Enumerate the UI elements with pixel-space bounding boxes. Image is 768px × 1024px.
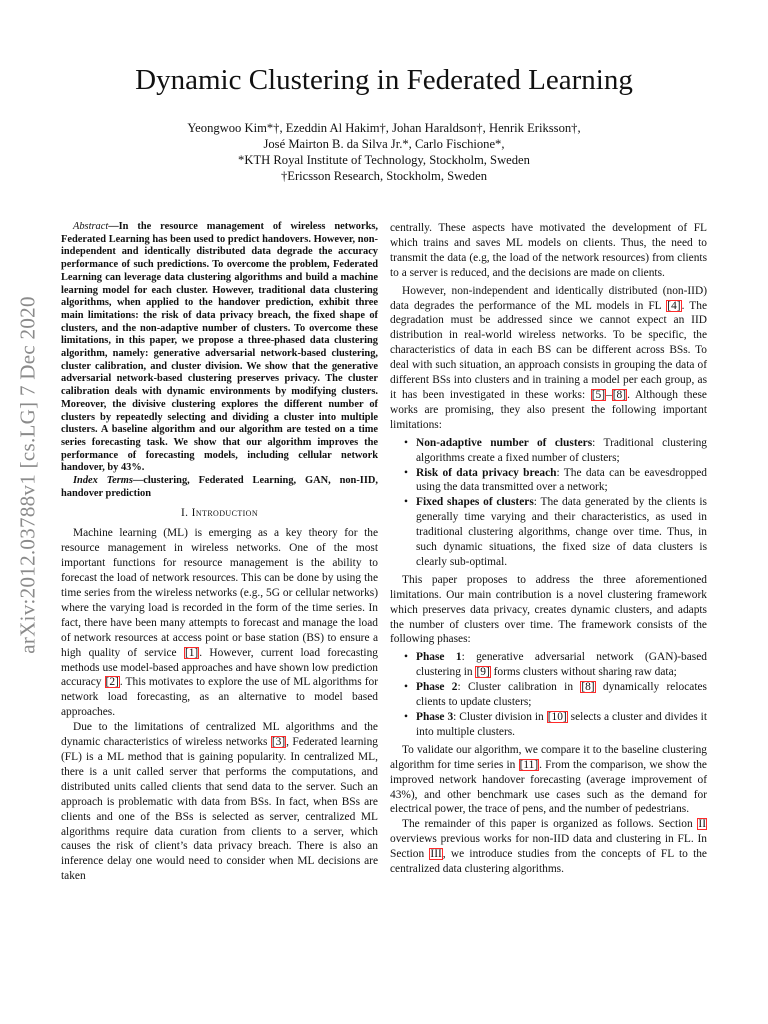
index-terms-text: clustering, Federated Learning, GAN, non-IID, handover prediction	[61, 475, 378, 499]
citation-link[interactable]: [2]	[105, 676, 119, 689]
intro-paragraph	[61, 526, 378, 720]
bullet-icon: •	[404, 651, 408, 664]
paragraph-text: To validate our algorithm, we compare it to the baseline clustering algorithm for time series in	[390, 743, 707, 771]
list-item-title: Non-adaptive number of clusters	[416, 436, 593, 449]
citation-link[interactable]: [9]	[476, 666, 490, 679]
index-terms-label: Index Terms	[73, 475, 133, 487]
list-item	[390, 650, 707, 680]
list-item	[390, 466, 707, 496]
section-link[interactable]: III	[430, 848, 442, 861]
list-item-title: Phase 3	[416, 711, 454, 723]
author-line: José Mairton B. da Silva Jr.*, Carlo Fischione*,	[263, 137, 505, 151]
paragraph-text: . This motivates to explore the use of ML algorithms for network load forecasting, as an alternative to model based approaches.	[61, 676, 379, 719]
paragraph-text: Machine learning (ML) is emerging as a key theory for the resource management in wireless networks. One of the most important functions for resource management is the ability to forecast the load of network resources. This can be done by using the time series from the wireless networks (e.g., 5G or cellular networks) where the varying load is recorded in the form of the time series. In fact, there have been many attempts to forecast and manage the load of network resources at access point or base station (BS) to ensure a high quality of service	[61, 527, 378, 659]
citation-link[interactable]: [8]	[612, 388, 627, 401]
paragraph-text: , Federated learning (FL) is a ML method that is gaining popularity. In centralized ML, there is a unit called server that performs the computations, and distributed units called clients that send data to the server. Such an approach is problematic with data from BSs. In fact, when BSs are clients and one of the BSs is selected as server, centralized ML algorithms require data curation from clients to a server, which causes the risk of client’s data privacy breach. There is also an inference delay one would need to consider when ML decisions are taken	[61, 736, 378, 883]
left-column	[61, 221, 378, 884]
intro-paragraph	[390, 284, 707, 433]
citation-link[interactable]: [8]	[581, 681, 595, 694]
right-column	[390, 221, 707, 877]
intro-paragraph: centrally. These aspects have motivated the development of FL which trains and saves ML models on clients. Thus, the need to transmit the data (e.g, the load of the network resources) from clients to a server is reduced, and the decisions are made on clients.	[390, 222, 707, 279]
citation-link[interactable]: [10]	[547, 711, 567, 723]
paragraph-text: . However, current load forecasting methods use model-based approaches and have shown low prediction accuracy	[61, 646, 378, 689]
list-item	[390, 680, 707, 710]
abstract-label: Abstract	[73, 221, 109, 232]
range-dash: –	[606, 388, 612, 401]
intro-paragraph	[61, 720, 378, 884]
list-item	[390, 436, 707, 466]
list-item-text: : Cluster calibration in	[457, 681, 581, 694]
index-terms	[61, 475, 378, 500]
list-item-text: forms clusters without sharing raw data;	[490, 666, 677, 679]
bullet-icon: •	[404, 711, 408, 723]
list-item-text: : Cluster division in	[453, 711, 547, 723]
list-item-text: selects a cluster and divides it into multiple clusters.	[416, 711, 707, 738]
citation-link[interactable]: [3]	[271, 736, 286, 749]
bullet-icon: •	[404, 496, 408, 509]
bullet-icon: •	[404, 436, 408, 449]
abstract	[61, 221, 378, 475]
limitations-list	[390, 436, 707, 570]
paragraph-text: The remainder of this paper is organized as follows. Section	[402, 818, 698, 831]
author-line: Yeongwoo Kim*†, Ezeddin Al Hakim†, Johan Haraldson†, Henrik Eriksson†,	[187, 121, 581, 135]
phases-list	[390, 650, 707, 739]
bullet-icon: •	[404, 466, 408, 479]
paragraph-text: . Although these works are promising, they also present the following important limitations:	[390, 388, 707, 431]
citation-link[interactable]: [11]	[519, 758, 539, 771]
abstract-dash: —	[108, 221, 119, 232]
bullet-icon: •	[404, 681, 408, 694]
paragraph-text: However, non-independent and identically distributed (non-IID) data degrades the performance of the ML models in FL	[390, 284, 707, 312]
citation-link[interactable]: [5]	[591, 388, 606, 401]
section-link[interactable]: II	[698, 818, 706, 831]
citation-link[interactable]: [1]	[184, 646, 199, 659]
paper-title: Dynamic Clustering in Federated Learning	[135, 64, 633, 96]
section-title: Introduction	[191, 507, 259, 520]
list-item-title: Phase 1	[416, 651, 462, 664]
author-block	[0, 120, 768, 184]
list-item-title: Fixed shapes of clusters	[416, 496, 534, 509]
abstract-text: In the resource management of wireless networks, Federated Learning has been used to predict handovers. However, non-independent and identically distributed data degrade the accuracy performance of such predictions. To overcome the problem, Federated Learning can leverage data clustering algorithms and build a machine learning model for each cluster. However, traditional data clustering algorithms, when applied to the handover prediction, exhibit three main limitations: the risk of data privacy breach, the fixed shape of clusters, and the non-adaptive number of clusters. To overcome these limitations, in this paper, we propose a three-phased data clustering algorithm, namely: generative adversarial network-based clustering, cluster calibration, and cluster division. We show that the generative adversarial network-based clustering preserves privacy. The cluster calibration deals with dynamic environments by modifying clusters. Moreover, the divisive clustering explores the different number of clusters by repeatedly selecting and dividing a cluster into multiple clusters. A baseline algorithm and our algorithm are tested on a time series forecasting task. We show that our algorithm improves the performance of forecasting models, including cellular network handover, by 43%.	[61, 221, 378, 474]
list-item	[390, 495, 707, 570]
arxiv-watermark	[12, 170, 44, 780]
paragraph-text: . The degradation must be addressed since we cannot expect an IID distribution in real-world wireless networks. To be specific, the characteristics of data in each BS can be different across BSs. To deal with such situation, an approach consists in grouping the data of different BSs into clusters and in training a model per each group, as it has been investigated in these works:	[390, 299, 707, 401]
section-number: I.	[180, 507, 192, 520]
paragraph-text: overviews previous works for non-IID data and clustering in FL. In Section	[390, 833, 707, 861]
list-item-title: Phase 2	[416, 681, 458, 694]
affiliation-line: *KTH Royal Institute of Technology, Stockholm, Sweden	[238, 153, 530, 167]
list-item-text: : The data generated by the clients is generally time varying and their characteristics, as used in traditional clustering algorithms, change over time. Thus, in such dynamic situations, the fixed size of data clusters is clearly sub-optimal.	[416, 496, 707, 568]
paragraph-text: , we introduce studies from the concepts of FL to the centralized data clustering algorithms.	[390, 848, 707, 876]
list-item-text: dynamically relocates clients to update clusters;	[416, 681, 707, 709]
list-item-title: Risk of data privacy breach	[416, 466, 557, 479]
list-item	[390, 710, 707, 740]
index-terms-dash: —	[132, 475, 144, 487]
arxiv-id: arXiv:2012.03788v1 [cs.LG] 7 Dec 2020	[15, 296, 40, 654]
intro-paragraph	[390, 817, 707, 877]
list-item-text: : Traditional clustering algorithms create a fixed number of clusters;	[416, 436, 708, 464]
section-heading	[61, 506, 378, 521]
list-item-text: : generative adversarial network (GAN)-based clustering in	[416, 651, 707, 679]
affiliation-line: †Ericsson Research, Stockholm, Sweden	[280, 169, 487, 183]
paragraph-text: . From the comparison, we show the improved network handover forecasting (average improvement of 43%), and other benchmark use cases such as the demand for electrical power, the trace of pens, and the number of pedestrians.	[390, 758, 707, 816]
list-item-text: : The data can be eavesdropped using the data transmitted over a network;	[416, 466, 707, 494]
intro-paragraph: This paper proposes to address the three aforementioned limitations. Our main contribution is a novel clustering framework which preserves data privacy, creates dynamic clusters, and adapts the number of clusters over time. The framework consists of the following phases:	[390, 573, 707, 646]
intro-paragraph	[390, 743, 707, 818]
citation-link[interactable]: [4]	[667, 299, 681, 312]
paragraph-text: Due to the limitations of centralized ML algorithms and the dynamic characteristics of wireless networks	[61, 721, 378, 749]
